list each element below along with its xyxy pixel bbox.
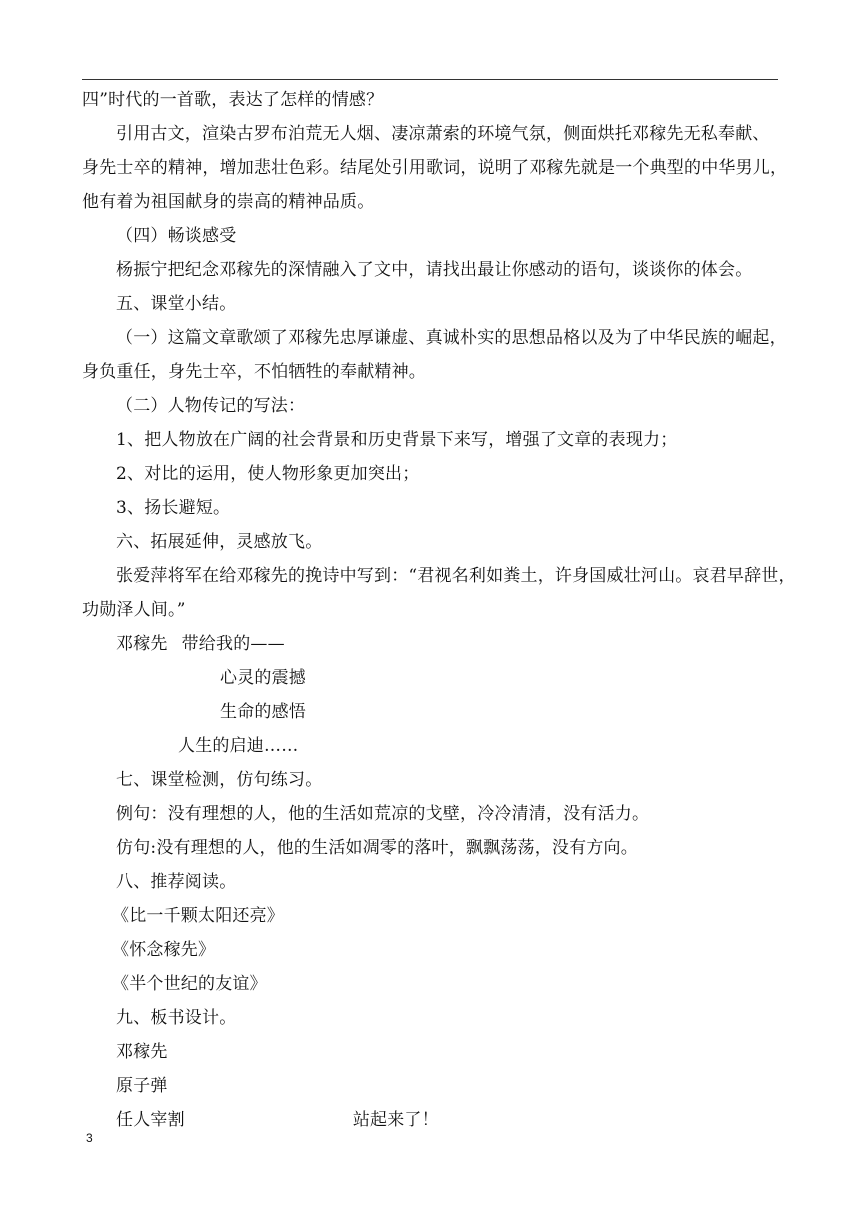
section-heading: 七、课堂检测，仿句练习。: [116, 770, 323, 790]
section-heading: 八、推荐阅读。: [116, 872, 237, 892]
text-line: （一）这篇文章歌颂了邓稼先忠厚谦虚、真诚朴实的思想品格以及为了中华民族的崛起，: [116, 328, 787, 348]
text-line: 引用古文，渲染古罗布泊荒无人烟、凄凉萧索的环境气氛，侧面烘托邓稼先无私奉献、: [116, 124, 770, 144]
section-heading: （四）畅谈感受: [116, 226, 237, 246]
text-line: 他有着为祖国献身的崇高的精神品质。: [82, 192, 375, 212]
list-item: 3、扬长避短。: [116, 498, 231, 518]
poem-lead: 带给我的——: [181, 634, 285, 654]
board-row: [116, 1110, 439, 1130]
poem-name: 邓稼先: [116, 634, 168, 654]
poem-item: 心灵的震撼: [220, 668, 306, 688]
text-line: 张爱萍将军在给邓稼先的挽诗中写到：“君视名利如粪土，许身国威壮河山。哀君早辞世，: [116, 566, 796, 586]
text-line: 仿句:没有理想的人，他的生活如凋零的落叶，飘飘荡荡，没有方向。: [116, 838, 638, 858]
text-line: 身负重任，身先士卒，不怕牺牲的奉献精神。: [82, 362, 426, 382]
poem-item: 生命的感悟: [220, 702, 306, 722]
reading-item: 《比一千颗太阳还亮》: [112, 906, 284, 926]
board-item: 原子弹: [116, 1076, 168, 1096]
text-line: 功勋泽人间。”: [82, 600, 186, 620]
text-line: 例句：没有理想的人，他的生活如荒凉的戈壁，冷冷清清，没有活力。: [116, 804, 650, 824]
text-line: 四”时代的一首歌，表达了怎样的情感？: [82, 90, 384, 110]
board-left: 任人宰割: [116, 1110, 185, 1130]
section-heading: 九、板书设计。: [116, 1008, 237, 1028]
text-line: 杨振宁把纪念邓稼先的深情融入了文中，请找出最让你感动的语句，谈谈你的体会。: [116, 260, 753, 280]
poem-line: [116, 634, 285, 654]
text-line: 身先士卒的精神，增加悲壮色彩。结尾处引用歌词，说明了邓稼先就是一个典型的中华男儿，: [82, 158, 788, 178]
board-item: 邓稼先: [116, 1042, 168, 1062]
reading-item: 《怀念稼先》: [112, 940, 216, 960]
section-heading: 六、拓展延伸，灵感放飞。: [116, 532, 323, 552]
list-item: 1、把人物放在广阔的社会背景和历史背景下来写，增强了文章的表现力；: [116, 430, 678, 450]
poem-item: 人生的启迪……: [178, 736, 299, 756]
section-heading: 五、课堂小结。: [116, 294, 237, 314]
page-number: 3: [86, 1131, 93, 1145]
text-line: （二）人物传记的写法：: [116, 396, 306, 416]
reading-item: 《半个世纪的友谊》: [112, 974, 267, 994]
board-right: 站起来了！: [352, 1110, 439, 1130]
header-rule: [82, 79, 778, 80]
list-item: 2、对比的运用，使人物形象更加突出；: [116, 464, 420, 484]
